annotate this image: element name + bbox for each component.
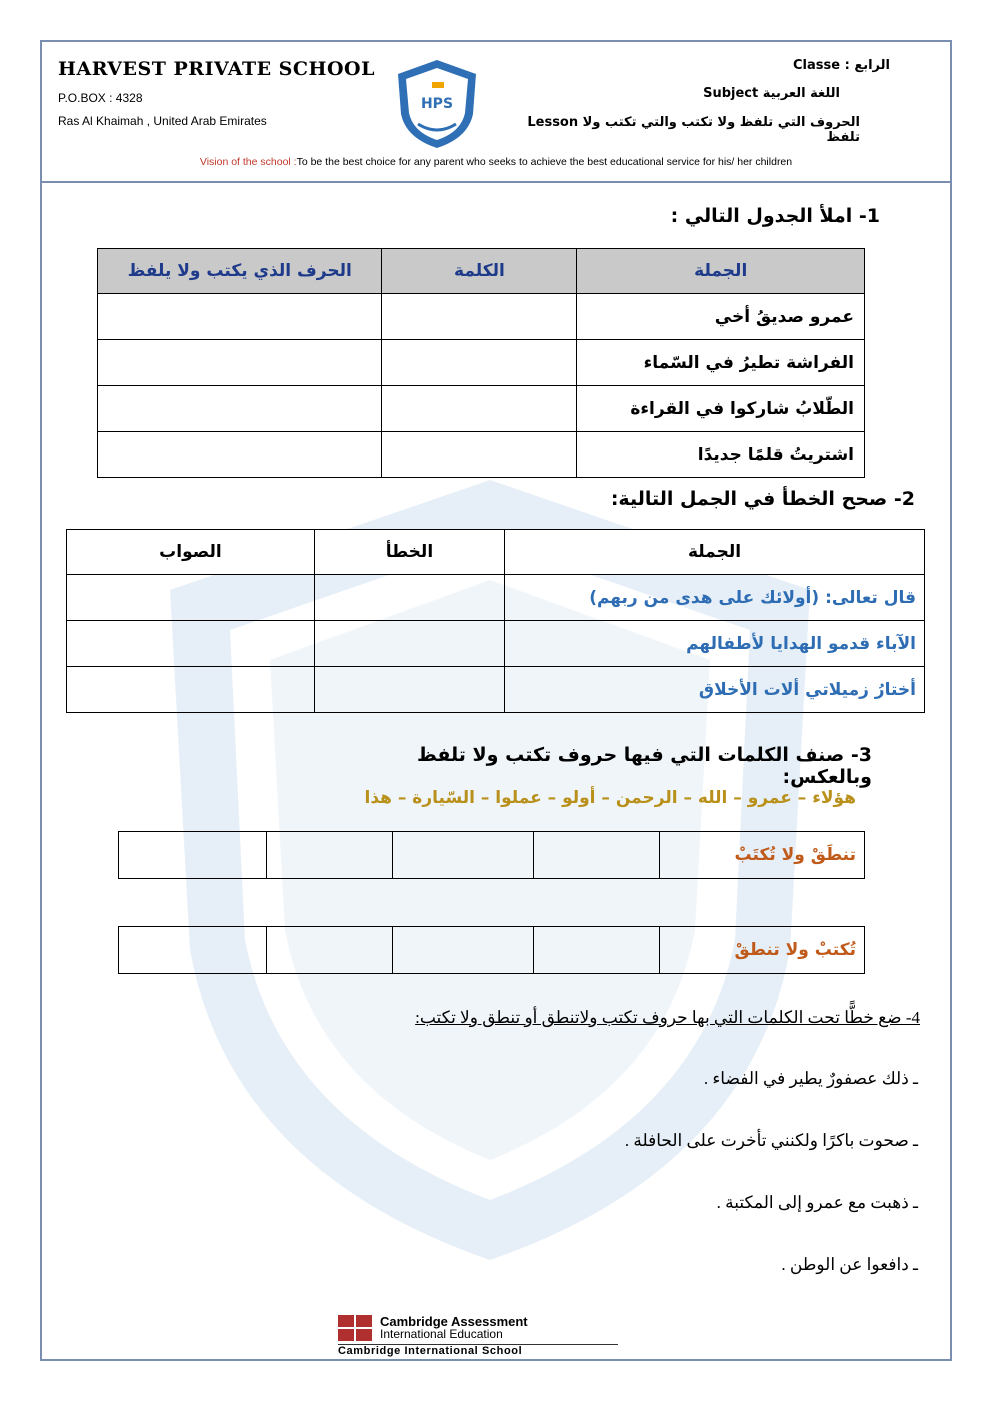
cambridge-crest-icon <box>338 1315 372 1341</box>
vision-line <box>0 156 992 168</box>
class-line <box>760 58 890 73</box>
school-logo <box>396 58 478 150</box>
q2-answer-error-2[interactable] <box>314 621 504 667</box>
q3-table-pronounced <box>118 831 865 879</box>
q1-header-word: الكلمة <box>382 249 577 294</box>
q3-table-written <box>118 926 865 974</box>
class-label: Classe : <box>793 58 850 73</box>
q3-title: 3- صنف الكلمات التي فيها حروف تكتب ولا تلفظ وبالعكس: <box>416 744 872 788</box>
q1-answer-word-1[interactable] <box>382 294 577 340</box>
q1-header-letter: الحرف الذي يكتب ولا يلفظ <box>98 249 382 294</box>
q3-cell-1-2[interactable] <box>267 832 393 879</box>
q3-label-pronounced: تنطَقْ ولا تُكتَبْ <box>660 832 865 879</box>
vision-text: To be the best choice for any parent who seeks to achieve the best educational service for his/ her children <box>296 156 793 168</box>
subject-label: Subject <box>703 86 759 101</box>
q1-table <box>97 248 865 478</box>
q1-sentence-1: عمرو صديقُ أخي <box>577 294 865 340</box>
q2-header-correct: الصواب <box>67 530 315 575</box>
cambridge-line3: Cambridge International School <box>338 1344 618 1357</box>
q2-answer-error-3[interactable] <box>314 667 504 713</box>
q2-header-error: الخطأ <box>314 530 504 575</box>
q1-answer-letter-2[interactable] <box>98 340 382 386</box>
q3-label-written: تُكتبْ ولا تنطقْ <box>660 927 865 974</box>
logo-text: HPS <box>420 96 454 112</box>
q3-cell-2-3[interactable] <box>393 927 533 974</box>
q2-table <box>66 529 925 713</box>
cambridge-logo <box>338 1315 628 1357</box>
q2-title: 2- صحح الخطأ في الجمل التالية: <box>610 488 915 510</box>
q4-sentence-1: ـ ذلك عصفورٌ يطير في الفضاء . <box>703 1069 918 1088</box>
q3-cell-1-3[interactable] <box>393 832 533 879</box>
q1-sentence-3: الطّلابُ شاركوا في القراءة <box>577 386 865 432</box>
q4-sentence-3: ـ ذهبت مع عمرو إلى المكتبة . <box>716 1193 918 1212</box>
q1-sentence-2: الفراشة تطيرُ في السّماء <box>577 340 865 386</box>
q2-header-sentence: الجملة <box>505 530 925 575</box>
q1-title: 1- املأ الجدول التالي : <box>670 205 880 227</box>
q3-cell-2-2[interactable] <box>267 927 393 974</box>
header-divider <box>40 181 952 183</box>
q1-answer-word-3[interactable] <box>382 386 577 432</box>
q1-answer-word-4[interactable] <box>382 432 577 478</box>
q2-sentence-1: قال تعالى: (أولائك على هدى من ربهم) <box>505 575 925 621</box>
lesson-value: الحروف التي تلفظ ولا تكتب والتي تكتب ولا تلفظ <box>582 115 860 145</box>
q4-sentence-2: ـ صحوت باكرًا ولكنني تأخرت على الحافلة . <box>624 1131 918 1150</box>
cambridge-line1: Cambridge Assessment <box>380 1314 528 1329</box>
q1-header-sentence: الجملة <box>577 249 865 294</box>
q3-cell-1-1[interactable] <box>119 832 267 879</box>
po-box: P.O.BOX : 4328 <box>58 91 143 105</box>
q2-sentence-2: الآباء قدمو الهدايا لأطفالهم <box>505 621 925 667</box>
subject-value: اللغة العربية <box>762 86 840 101</box>
q1-answer-letter-1[interactable] <box>98 294 382 340</box>
q3-cell-2-1[interactable] <box>119 927 267 974</box>
q1-answer-word-2[interactable] <box>382 340 577 386</box>
vision-label: Vision of the school : <box>199 156 297 168</box>
q2-answer-correct-3[interactable] <box>67 667 315 713</box>
q3-cell-1-4[interactable] <box>533 832 659 879</box>
lesson-label: Lesson <box>527 115 579 130</box>
q2-sentence-3: أختارُ زميلاتي ألات الأخلاق <box>505 667 925 713</box>
q2-answer-correct-1[interactable] <box>67 575 315 621</box>
q1-answer-letter-3[interactable] <box>98 386 382 432</box>
q4-sentence-4: ـ دافعوا عن الوطن . <box>781 1255 918 1274</box>
q4-title: 4- ضع خطًّا تحت الكلمات التي بها حروف تكتب ولاتنطق أو تنطق ولا تكتب: <box>415 1008 920 1027</box>
q3-word-list: هؤلاء – عمرو – الله – الرحمن – أولو – عملوا – السّيارة – هذا <box>364 788 856 808</box>
class-value: الرابع <box>854 58 890 73</box>
address: Ras Al Khaimah , United Arab Emirates <box>58 114 267 128</box>
cambridge-line2: International Education <box>380 1327 503 1341</box>
q1-answer-letter-4[interactable] <box>98 432 382 478</box>
q2-answer-error-1[interactable] <box>314 575 504 621</box>
lesson-line <box>490 115 860 145</box>
subject-line <box>640 86 840 101</box>
q1-sentence-4: اشتريتُ قلمًا جديدًا <box>577 432 865 478</box>
school-name: HARVEST PRIVATE SCHOOL <box>58 58 375 80</box>
q2-answer-correct-2[interactable] <box>67 621 315 667</box>
q3-cell-2-4[interactable] <box>533 927 659 974</box>
